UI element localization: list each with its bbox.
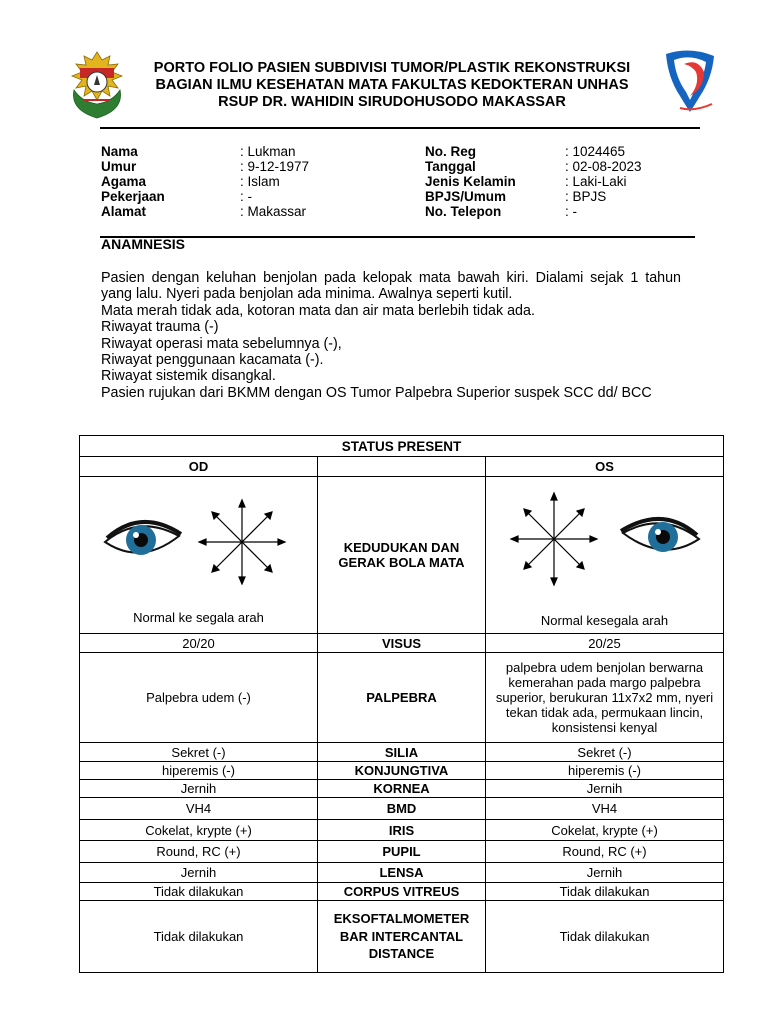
label-iris: IRIS bbox=[318, 820, 486, 841]
os-corpus-vitreus: Tidak dilakukan bbox=[486, 883, 724, 901]
od-lensa: Jernih bbox=[80, 863, 318, 883]
label-corpus-vitreus: CORPUS VITREUS bbox=[318, 883, 486, 901]
os-kornea: Jernih bbox=[486, 780, 724, 798]
od-iris: Cokelat, krypte (+) bbox=[80, 820, 318, 841]
value-nama: : Lukman bbox=[240, 144, 296, 159]
hospital-logo bbox=[660, 48, 720, 116]
os-konjungtiva: hiperemis (-) bbox=[486, 762, 724, 780]
label-visus: VISUS bbox=[318, 634, 486, 653]
label-alamat: Alamat bbox=[101, 204, 147, 219]
anamnesis-line: Riwayat operasi mata sebelumnya (-), bbox=[101, 335, 342, 352]
status-title: STATUS PRESENT bbox=[80, 436, 724, 457]
eye-icon bbox=[105, 521, 181, 554]
header-line-2: BAGIAN ILMU KESEHATAN MATA FAKULTAS KEDOKTERAN UNHAS bbox=[155, 77, 629, 93]
od-motility-text: Normal ke segala arah bbox=[133, 609, 264, 625]
os-eye-diagram bbox=[505, 483, 705, 593]
od-kornea: Jernih bbox=[80, 780, 318, 798]
label-agama: Agama bbox=[101, 174, 147, 189]
anamnesis-body bbox=[101, 270, 681, 401]
value-no-telepon: : - bbox=[565, 204, 577, 219]
col-header-od: OD bbox=[80, 457, 318, 477]
os-eksoftalmometer: Tidak dilakukan bbox=[486, 901, 724, 973]
anamnesis-line: Riwayat penggunaan kacamata (-). bbox=[101, 352, 324, 369]
label-bmd: BMD bbox=[318, 798, 486, 820]
eye-movement-arrows-icon bbox=[199, 500, 285, 584]
os-bmd: VH4 bbox=[486, 798, 724, 820]
od-eye-diagram bbox=[99, 486, 299, 596]
od-silia: Sekret (-) bbox=[80, 743, 318, 762]
university-crest-logo bbox=[66, 50, 128, 120]
header-line-1: PORTO FOLIO PASIEN SUBDIVISI TUMOR/PLASTIK REKONSTRUKSI bbox=[153, 60, 631, 76]
os-silia: Sekret (-) bbox=[486, 743, 724, 762]
label-no-reg: No. Reg bbox=[425, 144, 477, 159]
anamnesis-divider bbox=[100, 236, 695, 238]
value-agama: : Islam bbox=[240, 174, 280, 189]
header-line-3: RSUP DR. WAHIDIN SIRUDOHUSODO MAKASSAR bbox=[218, 94, 566, 110]
label-lensa: LENSA bbox=[318, 863, 486, 883]
label-eksoftalmometer: EKSOFTALMOMETER BAR INTERCANTAL DISTANCE bbox=[318, 901, 486, 973]
label-palpebra: PALPEBRA bbox=[318, 653, 486, 743]
os-pupil: Round, RC (+) bbox=[486, 841, 724, 863]
label-konjungtiva: KONJUNGTIVA bbox=[318, 762, 486, 780]
anamnesis-line: Pasien rujukan dari BKMM dengan OS Tumor Palpebra Superior suspek SCC dd/ BCC bbox=[101, 384, 652, 401]
label-nama: Nama bbox=[101, 144, 138, 159]
od-visus: 20/20 bbox=[80, 634, 318, 653]
header-divider bbox=[100, 127, 700, 129]
label-bpjs: BPJS/Umum bbox=[425, 189, 507, 204]
od-corpus-vitreus: Tidak dilakukan bbox=[80, 883, 318, 901]
col-header-blank bbox=[318, 457, 486, 477]
od-bmd: VH4 bbox=[80, 798, 318, 820]
anamnesis-title: ANAMNESIS bbox=[101, 236, 186, 252]
os-lensa: Jernih bbox=[486, 863, 724, 883]
label-tanggal: Tanggal bbox=[425, 159, 476, 174]
label-silia: SILIA bbox=[318, 743, 486, 762]
anamnesis-line: Riwayat sistemik disangkal. bbox=[101, 368, 276, 385]
od-eksoftalmometer: Tidak dilakukan bbox=[80, 901, 318, 973]
od-konjungtiva: hiperemis (-) bbox=[80, 762, 318, 780]
od-motility-cell bbox=[80, 477, 318, 634]
anamnesis-line: Pasien dengan keluhan benjolan pada kelopak mata bawah kiri. Dialami sejak 1 tahun yang lalu. Nyeri pada benjolan ada minima. Awalnya seperti kutil. bbox=[101, 270, 681, 303]
col-header-os: OS bbox=[486, 457, 724, 477]
label-kornea: KORNEA bbox=[318, 780, 486, 798]
value-jenis-kelamin: : Laki-Laki bbox=[565, 174, 627, 189]
os-motility-cell bbox=[486, 477, 724, 634]
label-umur: Umur bbox=[101, 159, 137, 174]
value-pekerjaan: : - bbox=[240, 189, 252, 204]
status-present-table bbox=[79, 435, 724, 973]
value-tanggal: : 02-08-2023 bbox=[565, 159, 642, 174]
anamnesis-line: Mata merah tidak ada, kotoran mata dan air mata berlebih tidak ada. bbox=[101, 302, 535, 319]
label-no-telepon: No. Telepon bbox=[425, 204, 502, 219]
label-jenis-kelamin: Jenis Kelamin bbox=[425, 174, 516, 189]
eye-movement-arrows-icon bbox=[511, 493, 597, 585]
eye-icon bbox=[621, 518, 699, 551]
motility-label: KEDUDUKAN DAN GERAK BOLA MATA bbox=[318, 477, 486, 634]
os-iris: Cokelat, krypte (+) bbox=[486, 820, 724, 841]
value-alamat: : Makassar bbox=[240, 204, 307, 219]
label-pekerjaan: Pekerjaan bbox=[101, 189, 165, 204]
value-no-reg: : 1024465 bbox=[565, 144, 626, 159]
od-palpebra: Palpebra udem (-) bbox=[80, 653, 318, 743]
value-bpjs: : BPJS bbox=[565, 189, 607, 204]
anamnesis-line: Riwayat trauma (-) bbox=[101, 319, 219, 336]
od-pupil: Round, RC (+) bbox=[80, 841, 318, 863]
os-palpebra: palpebra udem benjolan berwarna kemerahan pada margo palpebra superior, berukuran 11x7x2 mm, nyeri tekan tidak ada, permukaan lincin, konsistensi kenyal bbox=[486, 653, 724, 743]
label-pupil: PUPIL bbox=[318, 841, 486, 863]
value-umur: : 9-12-1977 bbox=[240, 159, 310, 174]
os-visus: 20/25 bbox=[486, 634, 724, 653]
os-motility-text: Normal kesegala arah bbox=[540, 612, 669, 628]
